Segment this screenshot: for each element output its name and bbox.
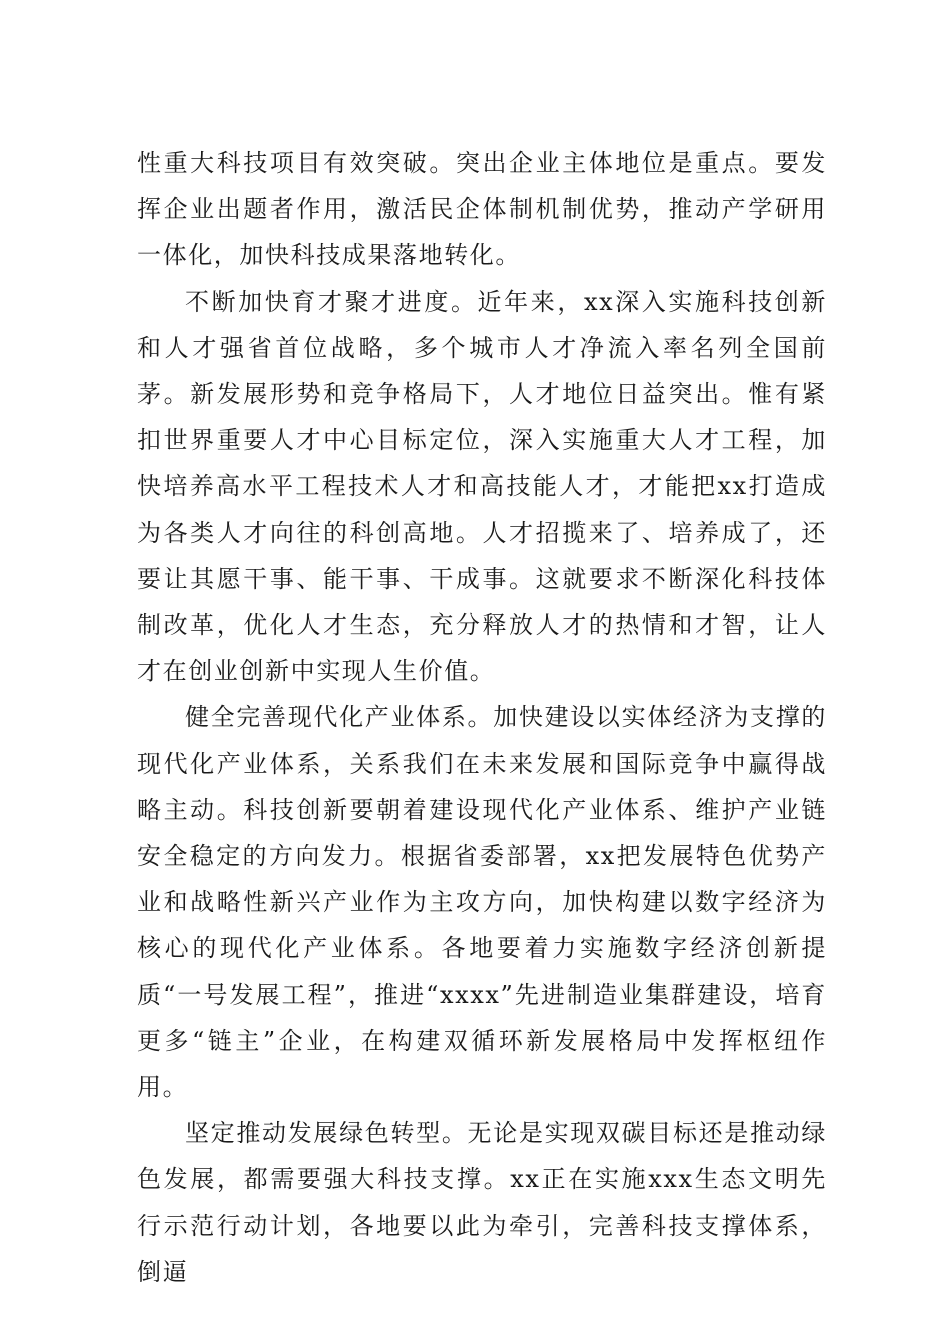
paragraph-green: 坚定推动发展绿色转型。无论是实现双碳目标还是推动绿色发展，都需要强大科技支撑。xx正在实施xxx生态文明先行示范行动计划，各地要以此为牵引，完善科技支撑体系，倒逼 (137, 1119, 827, 1286)
paragraph-continuation: 性重大科技项目有效突破。突出企业主体地位是重点。要发挥企业出题者作用，激活民企体制机制优势，推动产学研用一体化，加快科技成果落地转化。 (137, 149, 827, 270)
paragraph-industry: 健全完善现代化产业体系。加快建设以实体经济为支撑的现代化产业体系，关系我们在未来发展和国际竞争中赢得战略主动。科技创新要朝着建设现代化产业体系、维护产业链安全稳定的方向发力。根据省委部署，xx把发展特色优势产业和战略性新兴产业作为主攻方向，加快构建以数字经济为核心的现代化产业体系。各地要着力实施数字经济创新提质“一号发展工程”，推进“xxxx”先进制造业集群建设，培育更多“链主”企业，在构建双循环新发展格局中发挥枢纽作用。 (137, 703, 827, 1102)
paragraph-talent: 不断加快育才聚才进度。近年来，xx深入实施科技创新和人才强省首位战略，多个城市人才净流入率名列全国前茅。新发展形势和竞争格局下，人才地位日益突出。惟有紧扣世界重要人才中心目标定位，深入实施重大人才工程，加快培养高水平工程技术人才和高技能人才，才能把xx打造成为各类人才向往的科创高地。人才招揽来了、培养成了，还要让其愿干事、能干事、干成事。这就要求不断深化科技体制改革，优化人才生态，充分释放人才的热情和才智，让人才在创业创新中实现人生价值。 (137, 287, 827, 686)
body-text (137, 140, 827, 1295)
